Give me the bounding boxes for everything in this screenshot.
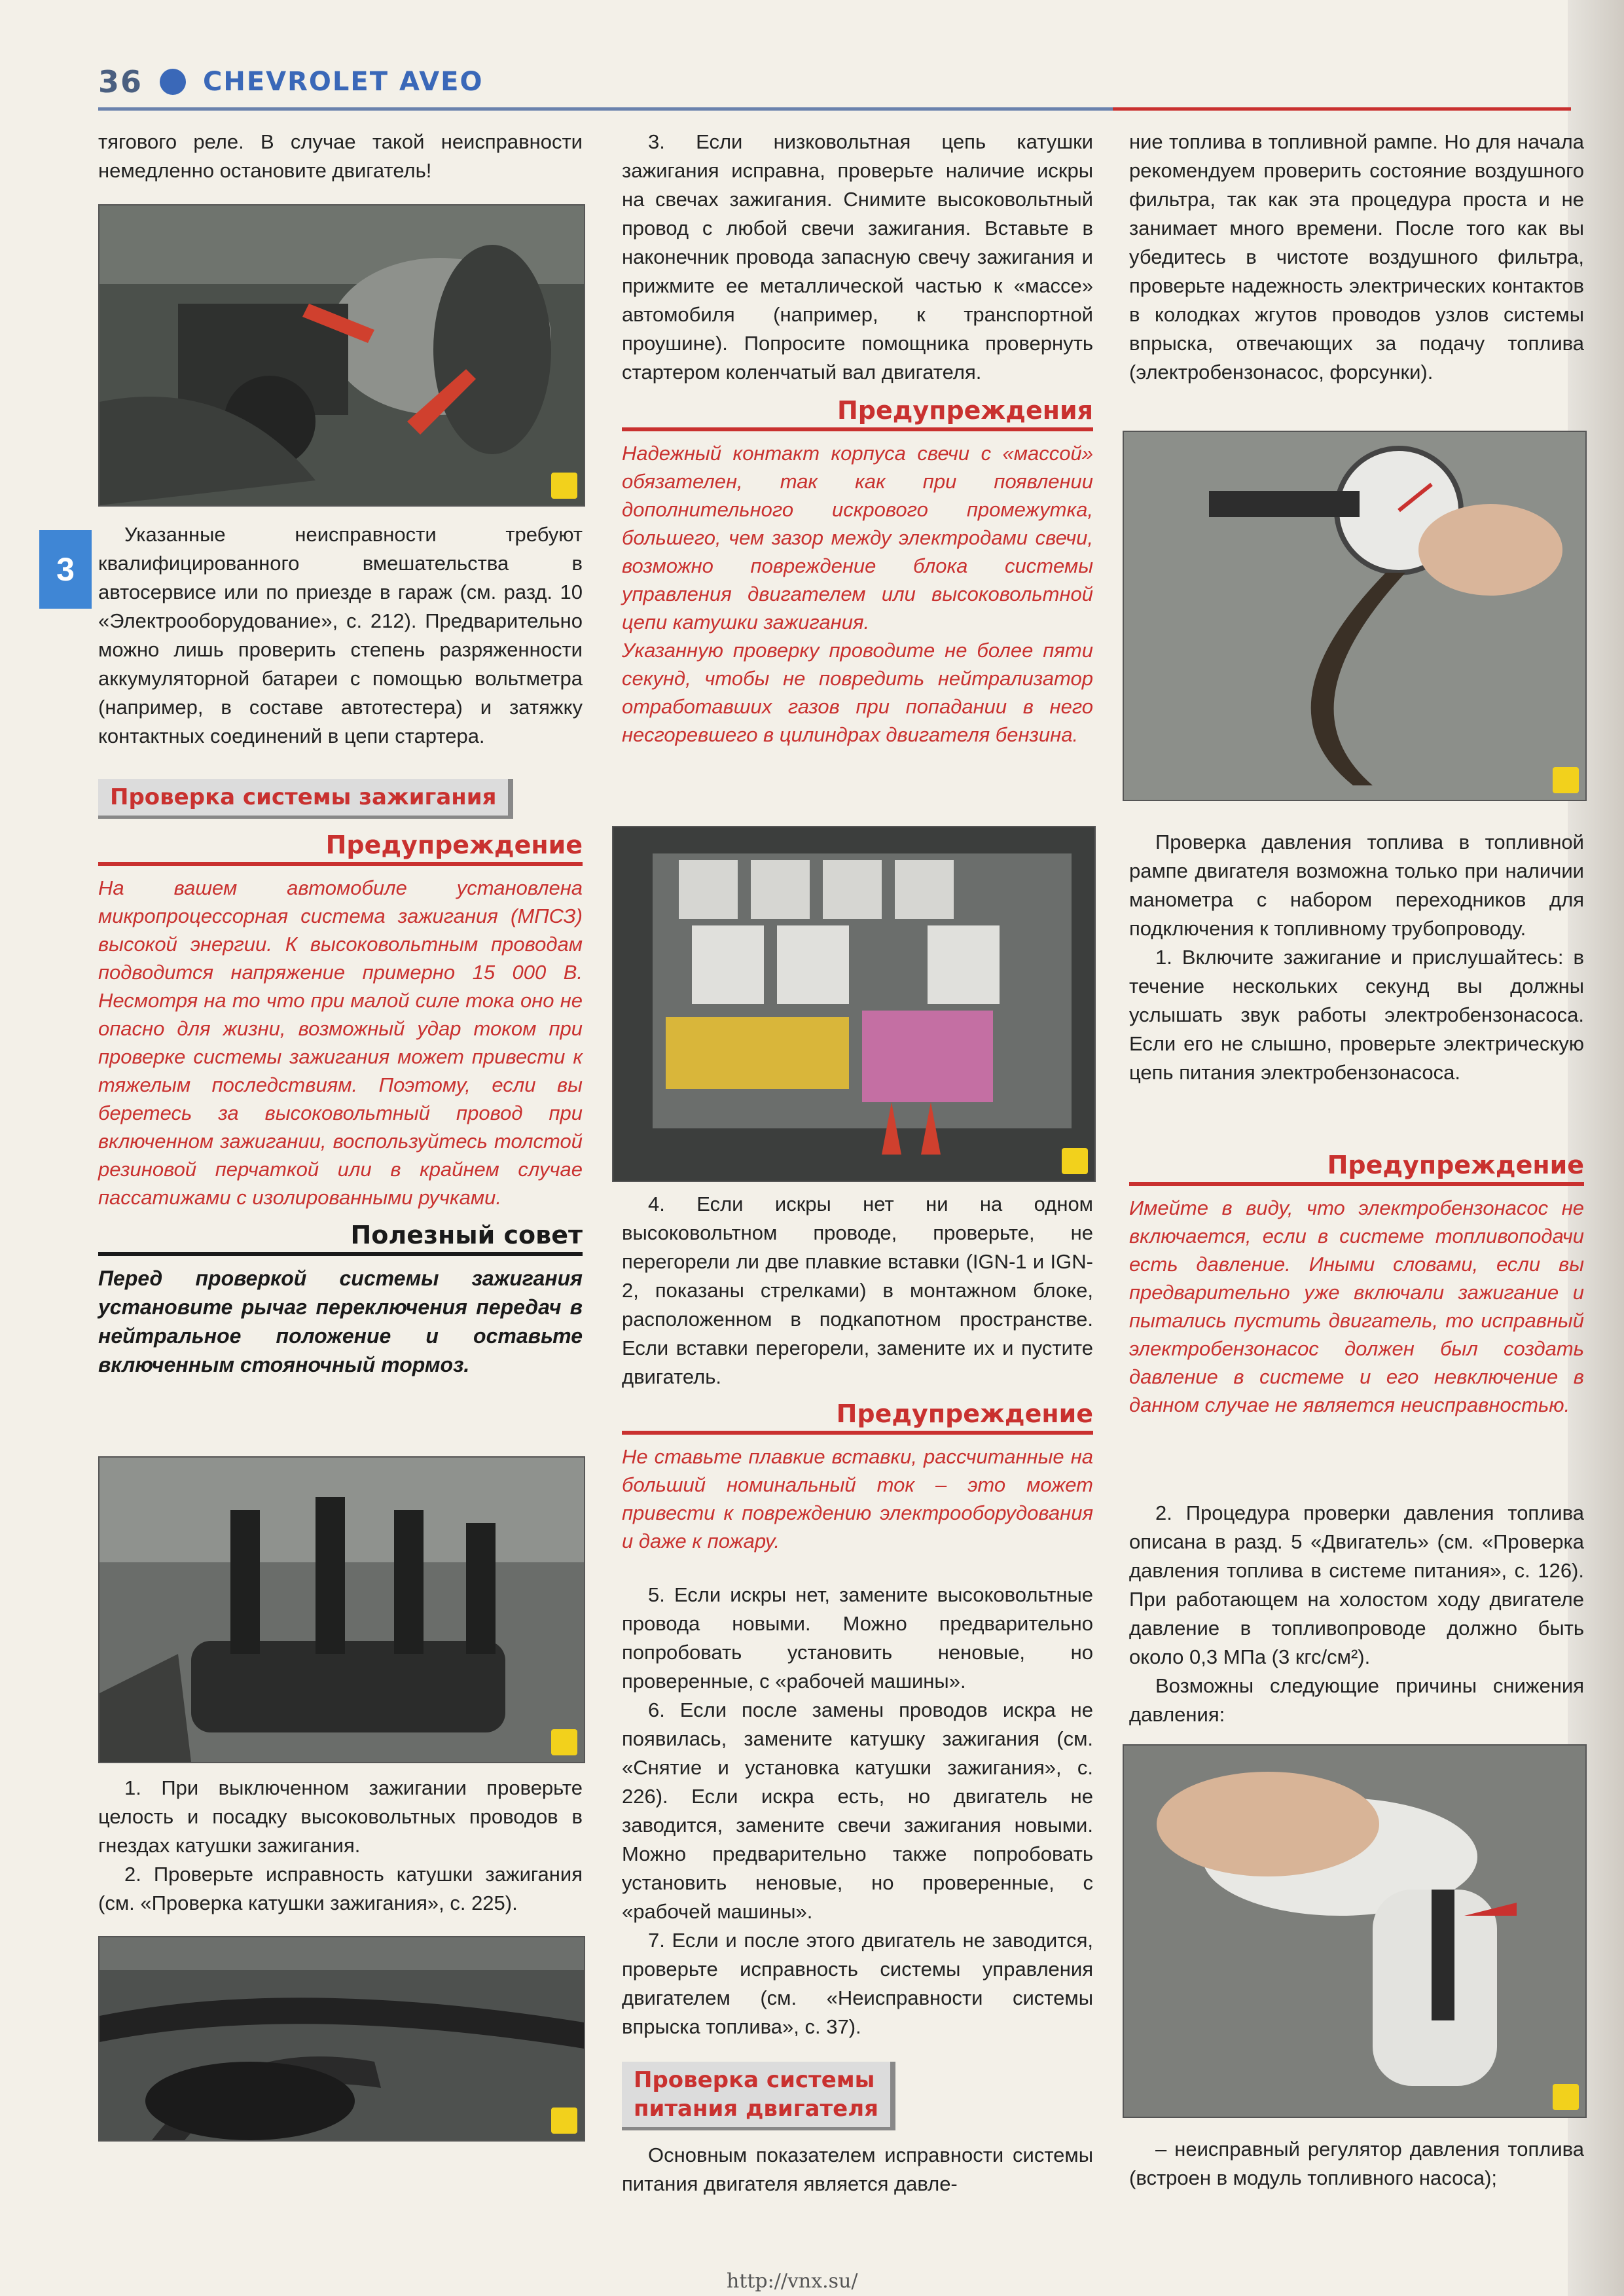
col2-warning-2 [622, 1399, 1093, 1555]
col3-warning [1129, 1151, 1584, 1419]
chapter-tab: 3 [39, 530, 92, 609]
warnings-title: Предупреждения [622, 396, 1093, 431]
col2-paragraph-2: 4. Если искры нет ни на одном высоковольтном проводе, проверьте, не перегорели ли две плавкие вставки (IGN-1 и IGN-2, показаны стрелками) в монтажном блоке, расположенном в подкапотном пространстве. Если вставки перегорели, замените их и пустите двигатель. [622, 1193, 1093, 1388]
col3-text-lower [1129, 1499, 1584, 1729]
watermark-icon [551, 473, 577, 499]
brand-bullet-icon [160, 69, 186, 95]
col1-paragraph-3: 1. При выключенном зажигании проверьте целость и посадку высоковольтных проводов в гнездах катушки зажигания. [98, 1776, 583, 1857]
photo-starter-relay [98, 204, 585, 507]
col2-text-bottom [622, 1581, 1093, 2041]
col2-text-mid [622, 1190, 1093, 1391]
photo-ignition-coil [98, 1456, 585, 1763]
col3-paragraph-5: Возможны следующие причины снижения давления: [1129, 1674, 1584, 1726]
col2-text-top [622, 128, 1093, 387]
col3-paragraph-3: 1. Включите зажигание и прислушайтесь: в течение нескольких секунд вы должны услышать звук работы электробензонасоса. Если его не слышно, проверьте электрическую цепь питания электробензонасоса. [1129, 946, 1584, 1084]
watermark-icon [1553, 2084, 1579, 2110]
page-number: 36 [98, 64, 143, 99]
photo-pressure-gauge [1123, 431, 1587, 801]
col1-text-top [98, 128, 583, 185]
col1-paragraph-2: Указанные неисправности требуют квалифицированного вмешательства в автосервисе или по приезде в гараж (см. разд. 10 «Электрооборудование», с. 212). Предварительно можно лишь проверить степень разряженности аккумуляторной батареи с помощью вольтметра (например, в составе автотестера) и затяжку контактных соединений в цепи стартера. [98, 523, 583, 747]
col1-paragraph-4: 2. Проверьте исправность катушки зажигания (см. «Проверка катушки зажигания», с. 225). [98, 1863, 583, 1914]
section-title-fuel-line1: Проверка системы [634, 2067, 875, 2093]
page-header [98, 62, 483, 101]
col3-paragraph-2: Проверка давления топлива в топливной рампе двигателя возможна только при наличии манометра с набором переходников для подключения к топливному трубопроводу. [1129, 831, 1584, 940]
col3-paragraph-4: 2. Процедура проверки давления топлива описана в разд. 5 «Двигатель» (см. «Проверка давления топлива в системе питания», с. 126). При работающем на холостом ходу двигателе давление в топливопроводе должно быть около 0,3 МПа (3 кгс/см²). [1129, 1501, 1584, 1668]
footer-url: http://vnx.su/ [727, 2270, 858, 2293]
col3-text-bottom [1129, 2135, 1584, 2193]
col2-paragraph-5: 7. Если и после этого двигатель не заводится, проверьте исправность системы управления двигателем (см. «Неисправности системы впрыска топлива», с. 37). [622, 1929, 1093, 2038]
warning-text-2: Указанную проверку проводите не более пяти секунд, чтобы не повредить нейтрализатор отработавших газов при попадании в него несгоревшего в цилиндрах двигателя бензина. [622, 639, 1093, 746]
advice-title: Полезный совет [98, 1221, 583, 1256]
watermark-icon [551, 1729, 577, 1755]
advice-text: Перед проверкой системы зажигания установите рычаг переключения передач в нейтральное положение и оставьте включенным стояночный тормоз. [98, 1266, 583, 1376]
header-rule-accent [1113, 107, 1571, 111]
warning-title-3: Предупреждение [1129, 1151, 1584, 1186]
col3-paragraph-1: ние топлива в топливной рампе. Но для начала рекомендуем проверить состояние воздушного фильтра, так как эта процедура проста и не занимает много времени. После того как вы убедитесь в чистоте воздушного фильтра, проверьте надежность электрических контактов в колодках жгутов проводов узлов системы впрыска, отвечающих за подачу топлива (электробензонасос, форсунки). [1129, 130, 1584, 384]
col3-text-top [1129, 128, 1584, 387]
col3-text-mid [1129, 828, 1584, 1087]
col1-ignition-section [98, 779, 583, 1379]
col2-paragraph-6: Основным показателем исправности системы питания двигателя является давле- [622, 2144, 1093, 2195]
photo-fuel-pump-module [1123, 1744, 1587, 2118]
col3-paragraph-6: – неисправный регулятор давления топлива (встроен в модуль топливного насоса); [1129, 2138, 1584, 2189]
col1-paragraph-1: тягового реле. В случае такой неисправности немедленно остановите двигатель! [98, 130, 583, 182]
warning-text-3: Не ставьте плавкие вставки, рассчитанные на больший номинальный ток – это может привести к повреждению электрооборудования и даже к пожару. [622, 1445, 1093, 1552]
section-title-ignition: Проверка системы зажигания [98, 779, 513, 819]
section-title-fuel [622, 2062, 895, 2130]
col2-fuel-section [622, 2062, 1093, 2198]
photo-engine-hoses [98, 1936, 585, 2142]
warning-title: Предупреждение [98, 831, 583, 866]
photo-fuse-box [612, 826, 1096, 1182]
col2-paragraph-4: 6. Если после замены проводов искра не появилась, замените катушку зажигания (см. «Снятие и установка катушки зажигания», с. 226). Если искра есть, но двигатель не заводится, замените свечи зажигания новыми. Можно предварительно также попробовать установить неновые, но проверенные, с «рабочей машины». [622, 1698, 1093, 1923]
watermark-icon [551, 2108, 577, 2134]
brand-title: CHEVROLET AVEO [203, 67, 484, 97]
warning-text: На вашем автомобиле установлена микропроцессорная система зажигания (МПСЗ) высокой энергии. К высоковольтным проводам подводится напряжение примерно 15 000 В. Несмотря на то что при малой силе тока оно не опасно для жизни, возможный удар током при проверке системы зажигания может привести к тяжелым последствиям. Поэтому, если вы беретесь за высоковольтный провод при включенном зажигании, воспользуйтесь толстой резиновой перчаткой или в крайнем случае пассатижами с изолированными ручками. [98, 876, 583, 1209]
col2-warnings [622, 396, 1093, 749]
warning-text-1: Надежный контакт корпуса свечи с «массой» обязателен, так как при появлении дополнительного искрового промежутка, большего, чем зазор между электродами свечи, возможно повреждение блока системы управления двигателем или высоковольтной цепи катушки зажигания. [622, 442, 1093, 634]
col1-text-mid [98, 520, 583, 751]
col2-paragraph-3: 5. Если искры нет, замените высоковольтные провода новыми. Можно предварительно попробовать установить неновые, но проверенные, с «рабочей машины». [622, 1583, 1093, 1693]
watermark-icon [1062, 1148, 1088, 1174]
warning-text-4: Имейте в виду, что электробензонасос не включается, если в системе топливоподачи есть давление. Иными словами, если вы предварительно уже включали зажигание и пытались пустить двигатель, то исправный электробензонасос должен был создать давление в системе и его невключение в данном случае не является неисправностью. [1129, 1196, 1584, 1416]
watermark-icon [1553, 767, 1579, 793]
section-title-fuel-line2: питания двигателя [634, 2096, 878, 2122]
warning-title-2: Предупреждение [622, 1399, 1093, 1435]
col1-text-bottom [98, 1774, 583, 1918]
col2-paragraph-1: 3. Если низковольтная цепь катушки зажигания исправна, проверьте наличие искры на свечах зажигания. Снимите высоковольтный провод с любой свечи зажигания. Вставьте в наконечник провода запасную свечу зажигания и прижмите ее металлической частью к «массе» автомобиля (например, к транспортной проушине). Попросите помощника провернуть стартером коленчатый вал двигателя. [622, 130, 1093, 384]
